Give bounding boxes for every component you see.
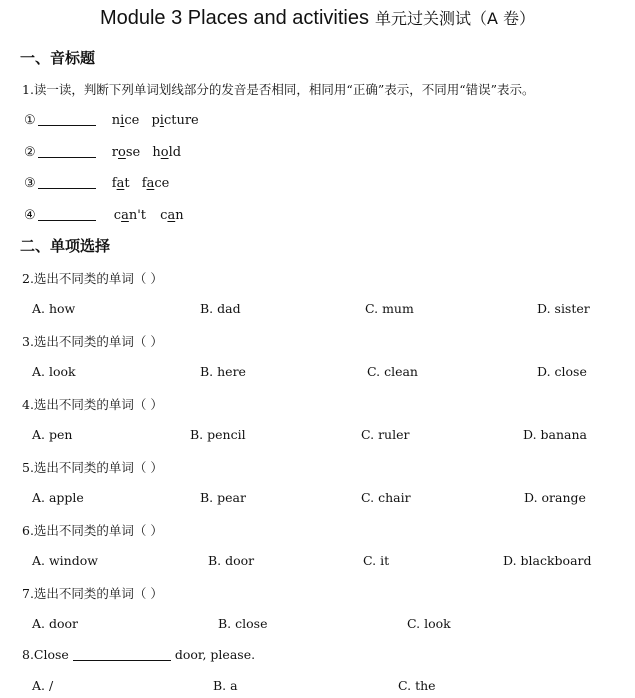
answer-blank-2[interactable] xyxy=(38,144,96,158)
question-3: 3.选出不同类的单词（ ） xyxy=(22,334,163,349)
option-4b[interactable]: B. pencil xyxy=(190,427,246,442)
title-chinese: 单元过关测试（A 卷） xyxy=(375,9,536,28)
option-2a[interactable]: A. how xyxy=(32,301,76,316)
word-picture: picture xyxy=(151,113,199,128)
instruction-text: 1.读一读，判断下列单词划线部分的发音是否相同，相同用“正确”表示，不同用“错误”表示。 xyxy=(22,82,535,97)
option-3b[interactable]: B. here xyxy=(200,364,246,379)
phonics-item-2: ② rose hold xyxy=(24,145,182,160)
option-5d[interactable]: D. orange xyxy=(524,490,586,505)
option-6c[interactable]: C. it xyxy=(363,553,390,568)
option-7a[interactable]: A. door xyxy=(32,616,79,631)
question-7: 7.选出不同类的单词（ ） xyxy=(22,586,163,601)
option-3a[interactable]: A. look xyxy=(32,364,76,379)
option-4c[interactable]: C. ruler xyxy=(361,427,410,442)
option-3d[interactable]: D. close xyxy=(537,364,587,379)
option-5b[interactable]: B. pear xyxy=(200,490,246,505)
answer-blank-8[interactable] xyxy=(73,647,171,661)
answer-blank-4[interactable] xyxy=(38,207,96,221)
question-6: 6.选出不同类的单词（ ） xyxy=(22,523,163,538)
option-8a[interactable]: A. / xyxy=(32,678,54,693)
word-cant: can't xyxy=(113,208,147,223)
option-2c[interactable]: C. mum xyxy=(365,301,414,316)
answer-blank-3[interactable] xyxy=(38,175,96,189)
section-heading-phonetics: 一、音标题 xyxy=(20,49,96,67)
option-7b[interactable]: B. close xyxy=(218,616,268,631)
question-8: 8.Close door, please. xyxy=(22,647,256,662)
word-can: can xyxy=(160,208,184,223)
option-6a[interactable]: A. window xyxy=(32,553,98,568)
title-english: Module 3 Places and activities xyxy=(99,7,369,29)
word-nice: nice xyxy=(111,113,140,128)
question-5: 5.选出不同类的单词（ ） xyxy=(22,460,163,475)
option-5c[interactable]: C. chair xyxy=(361,490,411,505)
option-4d[interactable]: D. banana xyxy=(523,427,587,442)
option-8c[interactable]: C. the xyxy=(398,678,436,693)
question-4: 4.选出不同类的单词（ ） xyxy=(22,397,163,412)
option-8b[interactable]: B. a xyxy=(213,678,238,693)
option-2b[interactable]: B. dad xyxy=(200,301,241,316)
option-6d[interactable]: D. blackboard xyxy=(503,553,592,568)
page-title xyxy=(0,6,635,30)
word-hold: hold xyxy=(152,145,182,160)
answer-blank-1[interactable] xyxy=(38,112,96,126)
option-3c[interactable]: C. clean xyxy=(367,364,418,379)
option-6b[interactable]: B. door xyxy=(208,553,255,568)
option-7c[interactable]: C. look xyxy=(407,616,451,631)
option-4a[interactable]: A. pen xyxy=(32,427,73,442)
word-rose: rose xyxy=(111,145,141,160)
option-5a[interactable]: A. apple xyxy=(32,490,84,505)
option-2d[interactable]: D. sister xyxy=(537,301,590,316)
phonics-item-1: ① nice picture xyxy=(24,113,199,128)
section-heading-multiple-choice: 二、单项选择 xyxy=(20,237,111,255)
word-fat: fat xyxy=(111,176,130,191)
question-2: 2.选出不同类的单词（ ） xyxy=(22,271,163,286)
word-face: face xyxy=(141,176,170,191)
phonics-item-3: ③ fat face xyxy=(24,176,170,191)
phonics-item-4: ④ can't can xyxy=(24,208,184,223)
